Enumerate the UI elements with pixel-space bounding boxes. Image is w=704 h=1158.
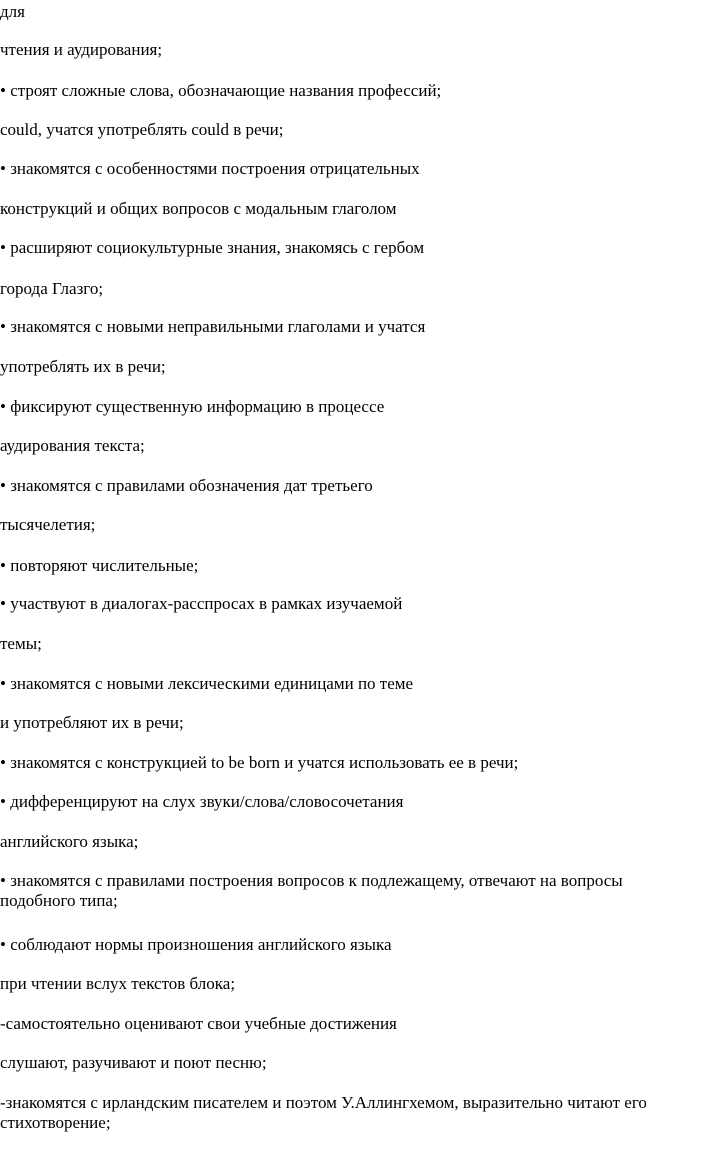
text-line: could, учатся употреблять could в речи; — [0, 120, 284, 139]
text-line: английского языка; — [0, 832, 139, 851]
list-item: • фиксируют существенную информацию в процессе — [0, 397, 385, 416]
list-item: • дифференцируют на слух звуки/слова/словосочетания — [0, 792, 404, 811]
text-line: темы; — [0, 634, 42, 653]
list-item: • участвуют в диалогах-расспросах в рамках изучаемой — [0, 594, 403, 613]
text-line: тысячелетия; — [0, 515, 96, 534]
list-item: • соблюдают нормы произношения английского языка — [0, 935, 392, 954]
list-item: • расширяют социокультурные знания, знакомясь с гербом — [0, 238, 425, 257]
list-item: • знакомятся с конструкцией to be born и учатся использовать ее в речи; — [0, 753, 519, 772]
list-item: • знакомятся с новыми неправильными глаголами и учатся — [0, 317, 426, 336]
text-line: употреблять их в речи; — [0, 357, 166, 376]
list-item: • знакомятся с правилами обозначения дат третьего — [0, 476, 373, 495]
text-line: при чтении вслух текстов блока; — [0, 974, 236, 993]
list-item: • знакомятся с правилами построения вопросов к подлежащему, отвечают на вопросы подобного типа; — [0, 871, 623, 910]
text-line: слушают, разучивают и поют песню; — [0, 1053, 267, 1072]
list-item: • строят сложные слова, обозначающие названия профессий; — [0, 81, 442, 100]
text-line: -самостоятельно оценивают свои учебные достижения — [0, 1014, 397, 1033]
text-line: конструкций и общих вопросов с модальным глаголом — [0, 199, 397, 218]
text-line: и употребляют их в речи; — [0, 713, 184, 732]
list-item: • знакомятся с новыми лексическими единицами по теме — [0, 674, 414, 693]
text-line: чтения и аудирования; — [0, 40, 163, 59]
text-line: для — [0, 2, 25, 21]
text-line: аудирования текста; — [0, 436, 145, 455]
list-item: • знакомятся с особенностями построения отрицательных — [0, 159, 420, 178]
text-line: -знакомятся с ирландским писателем и поэтом У.Аллингхемом, выразительно читают его стихотворение; — [0, 1093, 647, 1132]
text-line: города Глазго; — [0, 279, 104, 298]
list-item: • повторяют числительные; — [0, 556, 199, 575]
